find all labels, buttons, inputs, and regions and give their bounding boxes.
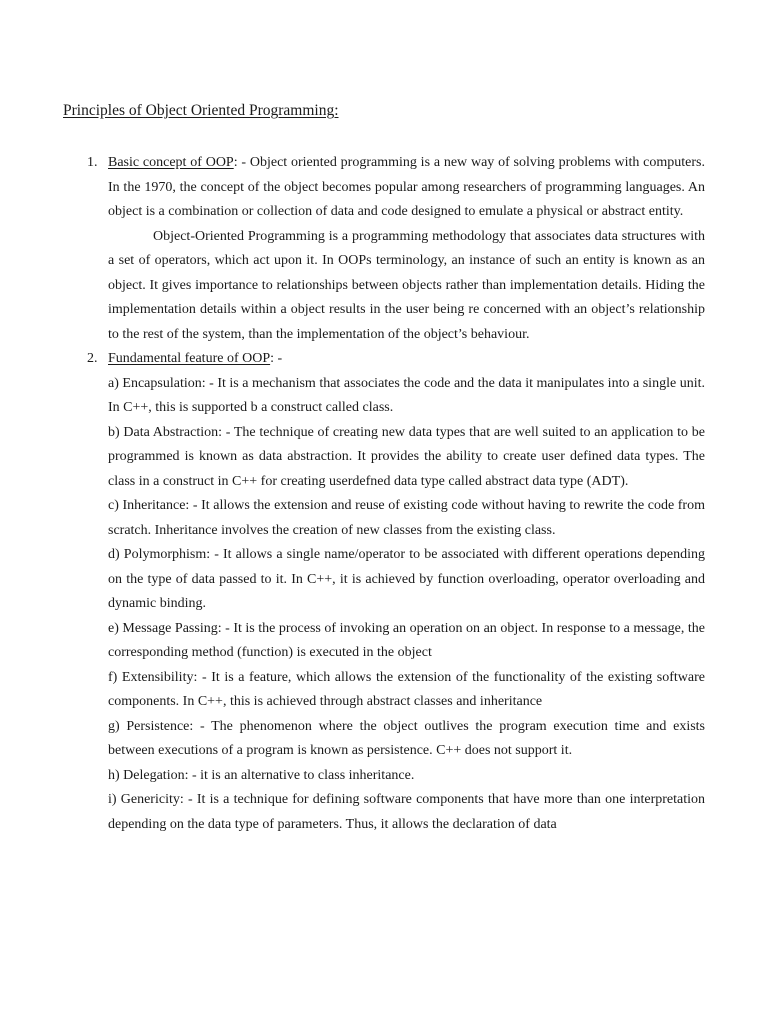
section-paragraph (108, 151, 705, 225)
feature-polymorphism: d) Polymorphism: - It allows a single name/operator to be associated with different operations depending on the type of data passed to it. In C++, it is achieved by function overloading, operator overloading and dynamic binding. (108, 547, 705, 611)
feature-genericity: i) Genericity: - It is a technique for defining software components that have more than one interpretation depending on the data type of parameters. Thus, it allows the declaration of data (108, 792, 705, 832)
feature-delegation: h) Delegation: - it is an alternative to class inheritance. (108, 767, 415, 783)
section-fundamental-features (87, 347, 705, 837)
section-number: 2. (87, 351, 98, 366)
feature-extensibility: f) Extensibility: - It is a feature, which allows the extension of the functionality of the existing software components. In C++, this is achieved through abstract classes and inheritance (108, 669, 705, 709)
page-title: Principles of Object Oriented Programming: (63, 102, 339, 119)
section-heading: Basic concept of OOP (108, 155, 234, 170)
document-body (87, 151, 705, 837)
section-paragraph (108, 347, 705, 372)
feature-message-passing: e) Message Passing: - It is the process of invoking an operation on an object. In response to a message, the corresponding method (function) is executed in the object (108, 620, 705, 660)
section-paragraph-2: Object-Oriented Programming is a programming methodology that associates data structures with a set of operators, which act upon it. In OOPs terminology, an instance of such an entity is known as an object. It gives importance to relationships between objects rather than implementation details. Hiding the implementation details within a object results in the user being re concerned with an object’s relationship to the rest of the system, than the implementation of the object’s behaviour. (108, 228, 705, 342)
section-number: 1. (87, 155, 98, 170)
section-heading: Fundamental feature of OOP (108, 351, 271, 366)
section-text: : - Object oriented programming is a new way of solving problems with computers. In the 1970, the concept of the object becomes popular among researchers of programming languages. An object is a combination or collection of data and code designed to emulate a physical or abstract entity. (108, 155, 705, 219)
section-text: : - (270, 351, 283, 366)
feature-encapsulation: a) Encapsulation: - It is a mechanism that associates the code and the data it manipulates into a single unit. In C++, this is supported b a construct called class. (108, 375, 705, 415)
section-basic-concept (87, 151, 705, 347)
feature-inheritance: c) Inheritance: - It allows the extension and reuse of existing code without having to rewrite the code from scratch. Inheritance involves the creation of new classes from the existing class. (108, 498, 705, 538)
feature-persistence: g) Persistence: - The phenomenon where the object outlives the program execution time and exists between executions of a program is known as persistence. C++ does not support it. (108, 718, 705, 758)
feature-data-abstraction: b) Data Abstraction: - The technique of creating new data types that are well suited to an application to be programmed is known as data abstraction. It provides the ability to create user defined data types. The class in a construct in C++ for creating userdefned data type called abstract data type (ADT). (108, 424, 705, 489)
